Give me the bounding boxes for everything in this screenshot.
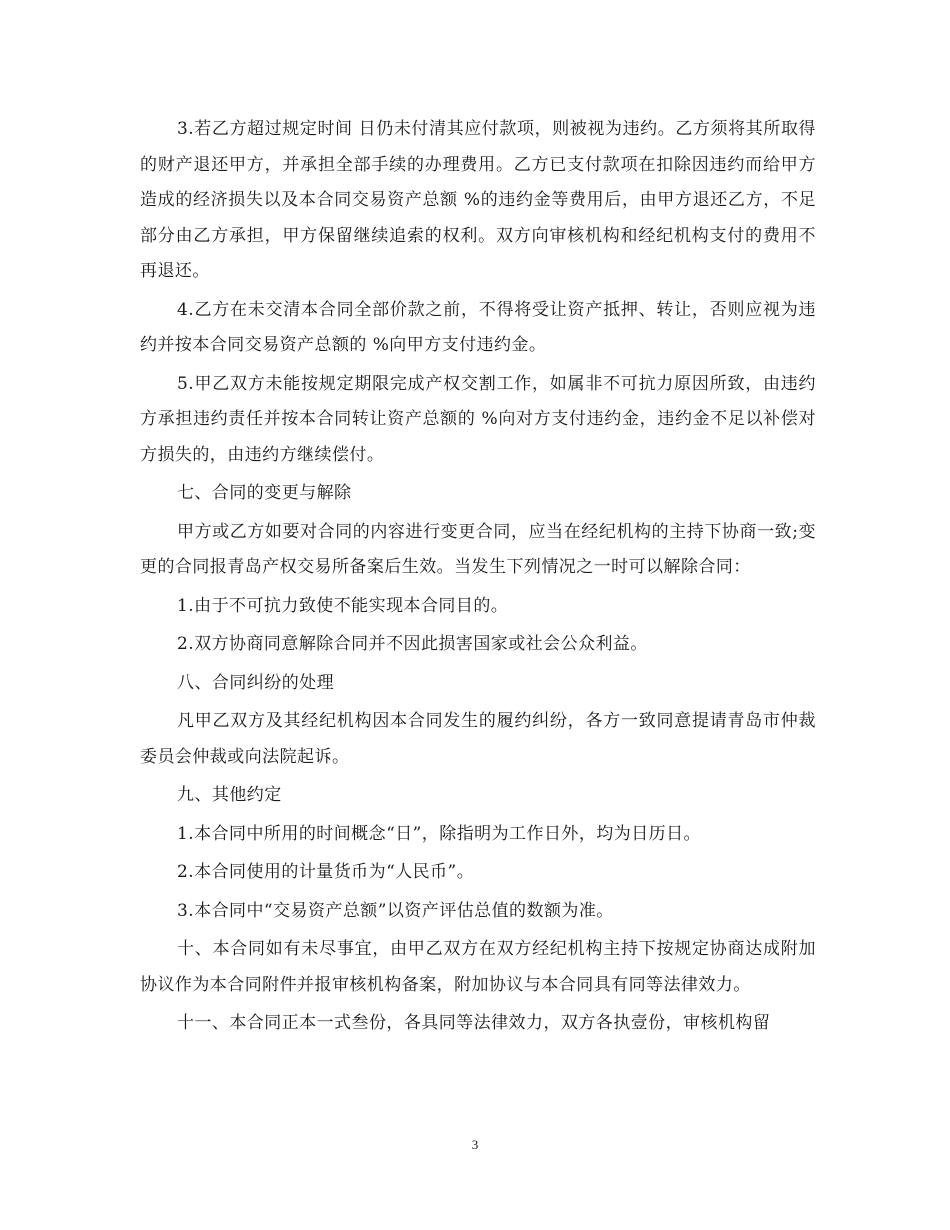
paragraph-section-eleven: 十一、本合同正本一式叁份，各具同等法律效力，双方各执壹份，审核机构留 [177, 1013, 771, 1033]
paragraph-termination-1: 1.由于不可抗力致使不能实现本合同目的。 [177, 595, 509, 616]
paragraph-section-ten: 十、本合同如有未尽事宜，由甲乙双方在双方经纪机构主持下按规定协商达成附加协议作为本合同附件并报审核机构备案，附加协议与本合同具有同等法律效力。 [140, 939, 816, 995]
paragraph-other-3: 3.本合同中“交易资产总额”以资产评估总值的数额为准。 [177, 900, 614, 921]
paragraph-breach-clause-4: 4.乙方在未交清本合同全部价款之前，不得将受让资产抵押、转让，否则应视为违约并按本合同交易资产总额的 %向甲方支付违约金。 [140, 299, 816, 355]
paragraph-amendment-body: 甲方或乙方如要对合同的内容进行变更合同，应当在经纪机构的主持下协商一致;变更的合同报青岛产权交易所备案后生效。当发生下列情况之一时可以解除合同： [140, 521, 816, 577]
paragraph-other-2: 2.本合同使用的计量货币为“人民币”。 [177, 862, 475, 882]
document-body [140, 112, 816, 1045]
page-number: 3 [471, 1137, 479, 1152]
paragraph-breach-clause-5: 5.甲乙双方未能按规定期限完成产权交割工作，如属非不可抗力原因所致，由违约方承担违约责任并按本合同转让资产总额的 %向对方支付违约金，违约金不足以补偿对方损失的，由违约方继续偿付。 [140, 373, 816, 465]
paragraph-breach-clause-3: 3.若乙方超过规定时间 日仍未付清其应付款项，则被视为违约。乙方须将其所取得的财产退还甲方，并承担全部手续的办理费用。乙方已支付款项在扣除因违约而给甲方造成的经济损失以及本合同交易资产总额 %的违约金等费用后，由甲方退还乙方，不足部分由乙方承担，甲方保留继续追索的权利。双方向审核机构和经纪机构支付的费用不再退还。 [140, 119, 816, 281]
section-heading-amendment: 七、合同的变更与解除 [177, 483, 352, 503]
paragraph-disputes-body: 凡甲乙双方及其经纪机构因本合同发生的履约纠纷，各方一致同意提请青岛市仲裁委员会仲裁或向法院起诉。 [140, 711, 816, 767]
section-heading-disputes: 八、合同纠纷的处理 [177, 672, 335, 693]
paragraph-other-1: 1.本合同中所用的时间概念“日”，除指明为工作日外，均为日历日。 [177, 823, 702, 844]
paragraph-termination-2: 2.双方协商同意解除合同并不因此损害国家或社会公众利益。 [177, 634, 648, 654]
section-heading-other: 九、其他约定 [177, 785, 282, 805]
